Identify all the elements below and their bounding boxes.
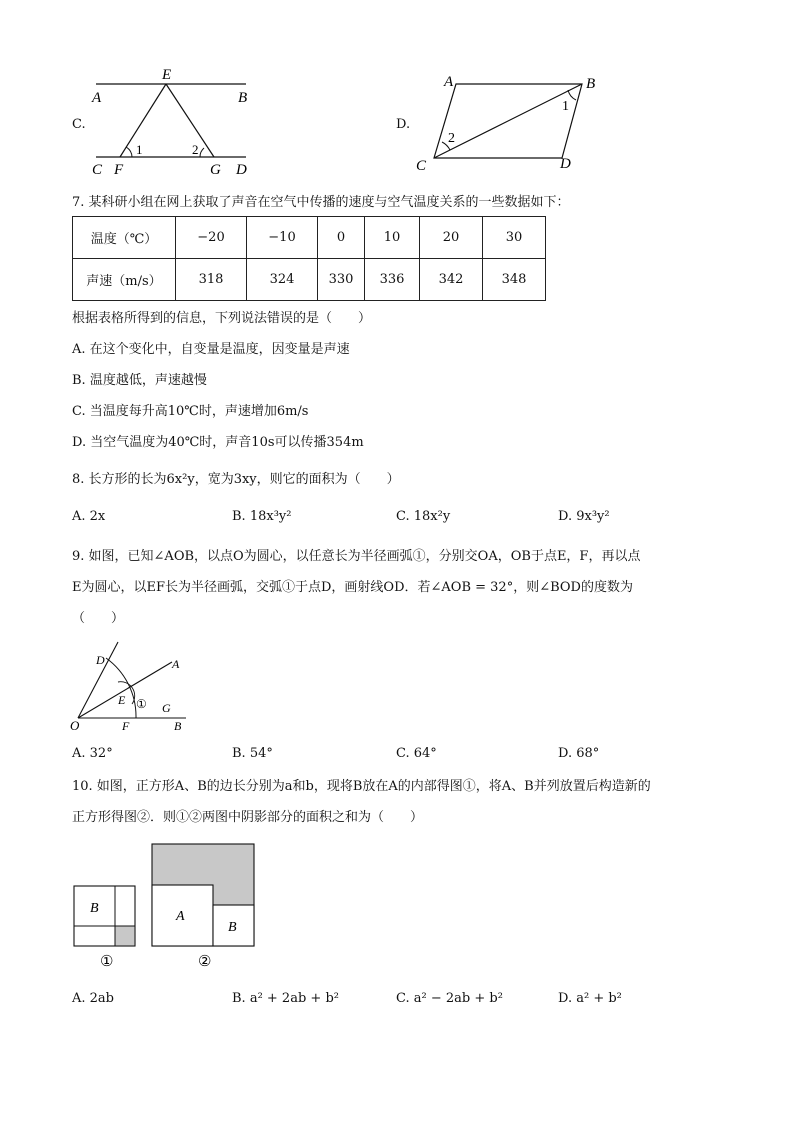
table-cell: 336 bbox=[365, 259, 420, 301]
q10-stem-line1: 10. 如图，正方形A、B的边长分别为a和b，现将B放在A的内部得图①，将A、B并列放置后构造新的 bbox=[72, 779, 651, 794]
figure-2-caption: ② bbox=[198, 954, 212, 970]
q10-stem-line2: 正方形得图②．则①②两图中阴影部分的面积之和为（ ） bbox=[72, 810, 424, 825]
table-cell: −10 bbox=[247, 217, 318, 259]
table-cell: 声速（m/s） bbox=[73, 259, 176, 301]
angle-1-label: 1 bbox=[562, 99, 569, 114]
q9-stem-line3: （ ） bbox=[72, 611, 125, 626]
table-cell: 20 bbox=[420, 217, 483, 259]
label-b: B bbox=[238, 90, 248, 106]
label-e: E bbox=[162, 67, 172, 83]
label-b: B bbox=[90, 901, 99, 916]
q7-option-b: B. 温度越低，声速越慢 bbox=[72, 373, 207, 388]
q6-figure-c bbox=[88, 64, 258, 179]
label-b: B bbox=[174, 719, 182, 733]
q8-option-b: B. 18x³y² bbox=[232, 509, 292, 524]
q8-option-a: A. 2x bbox=[72, 509, 106, 524]
q10-option-a: A. 2ab bbox=[72, 991, 114, 1006]
table-cell: 318 bbox=[176, 259, 247, 301]
label-e: E bbox=[118, 693, 126, 707]
q10-figure-1 bbox=[70, 882, 140, 972]
label-f: F bbox=[114, 162, 124, 178]
q9-stem-line2: E为圆心，以EF长为半径画弧，交弧①于点D，画射线OD．若∠AOB = 32°，则∠BOD的度数为 bbox=[72, 580, 633, 595]
label-d: D bbox=[96, 653, 105, 667]
q10-option-b: B. a² + 2ab + b² bbox=[232, 991, 339, 1006]
arc-1-label: ① bbox=[136, 697, 147, 711]
q7-stem: 7. 某科研小组在网上获取了声音在空气中传播的速度与空气温度关系的一些数据如下： bbox=[72, 195, 570, 210]
label-g: G bbox=[210, 162, 221, 178]
label-a: A bbox=[172, 657, 180, 671]
q8-option-c: C. 18x²y bbox=[396, 509, 451, 524]
q7-option-a: A. 在这个变化中，自变量是温度，因变量是声速 bbox=[72, 342, 350, 357]
q7-option-d: D. 当空气温度为40℃时，声音10s可以传播354m bbox=[72, 435, 364, 450]
label-a: A bbox=[92, 90, 102, 106]
q8-stem: 8. 长方形的长为6x²y，宽为3xy，则它的面积为（ ） bbox=[72, 472, 400, 487]
label-g: G bbox=[162, 701, 171, 715]
label-d: D bbox=[560, 156, 571, 172]
q10-option-c: C. a² − 2ab + b² bbox=[396, 991, 503, 1006]
q10-figure-2 bbox=[148, 840, 260, 972]
label-c: C bbox=[92, 162, 103, 178]
angle-1-label: 1 bbox=[136, 142, 143, 157]
label-b: B bbox=[228, 920, 237, 935]
q9-option-a: A. 32° bbox=[72, 746, 113, 761]
label-f: F bbox=[122, 719, 130, 733]
q6-option-d-label: D. bbox=[396, 117, 411, 132]
q7-data-table bbox=[72, 216, 546, 301]
q9-stem-line1: 9. 如图，已知∠AOB，以点O为圆心，以任意长为半径画弧①，分别交OA，OB于点E，F，再以点 bbox=[72, 549, 641, 564]
table-cell: 348 bbox=[483, 259, 546, 301]
table-cell: 温度（℃） bbox=[73, 217, 176, 259]
table-cell: 330 bbox=[318, 259, 365, 301]
q9-option-b: B. 54° bbox=[232, 746, 273, 761]
q9-figure bbox=[68, 638, 198, 734]
table-cell: 342 bbox=[420, 259, 483, 301]
table-row bbox=[73, 217, 546, 259]
label-d: D bbox=[236, 162, 247, 178]
q9-option-c: C. 64° bbox=[396, 746, 437, 761]
table-cell: 324 bbox=[247, 259, 318, 301]
table-cell: 10 bbox=[365, 217, 420, 259]
table-cell: −20 bbox=[176, 217, 247, 259]
table-cell: 0 bbox=[318, 217, 365, 259]
label-c: C bbox=[416, 158, 427, 174]
q6-option-c-label: C. bbox=[72, 117, 86, 132]
angle-2-label: 2 bbox=[192, 142, 199, 157]
q6-figure-d bbox=[412, 70, 612, 178]
label-b: B bbox=[586, 76, 596, 92]
q8-option-d: D. 9x³y² bbox=[558, 509, 610, 524]
q10-option-d: D. a² + b² bbox=[558, 991, 622, 1006]
q7-option-c: C. 当温度每升高10℃时，声速增加6m/s bbox=[72, 404, 309, 419]
q9-option-d: D. 68° bbox=[558, 746, 600, 761]
label-a: A bbox=[176, 909, 185, 924]
q7-question: 根据表格所得到的信息，下列说法错误的是（ ） bbox=[72, 311, 372, 326]
angle-2-label: 2 bbox=[448, 131, 455, 146]
figure-1-caption: ① bbox=[100, 954, 114, 970]
label-o: O bbox=[70, 718, 80, 733]
table-cell: 30 bbox=[483, 217, 546, 259]
table-row bbox=[73, 259, 546, 301]
label-a: A bbox=[444, 74, 454, 90]
